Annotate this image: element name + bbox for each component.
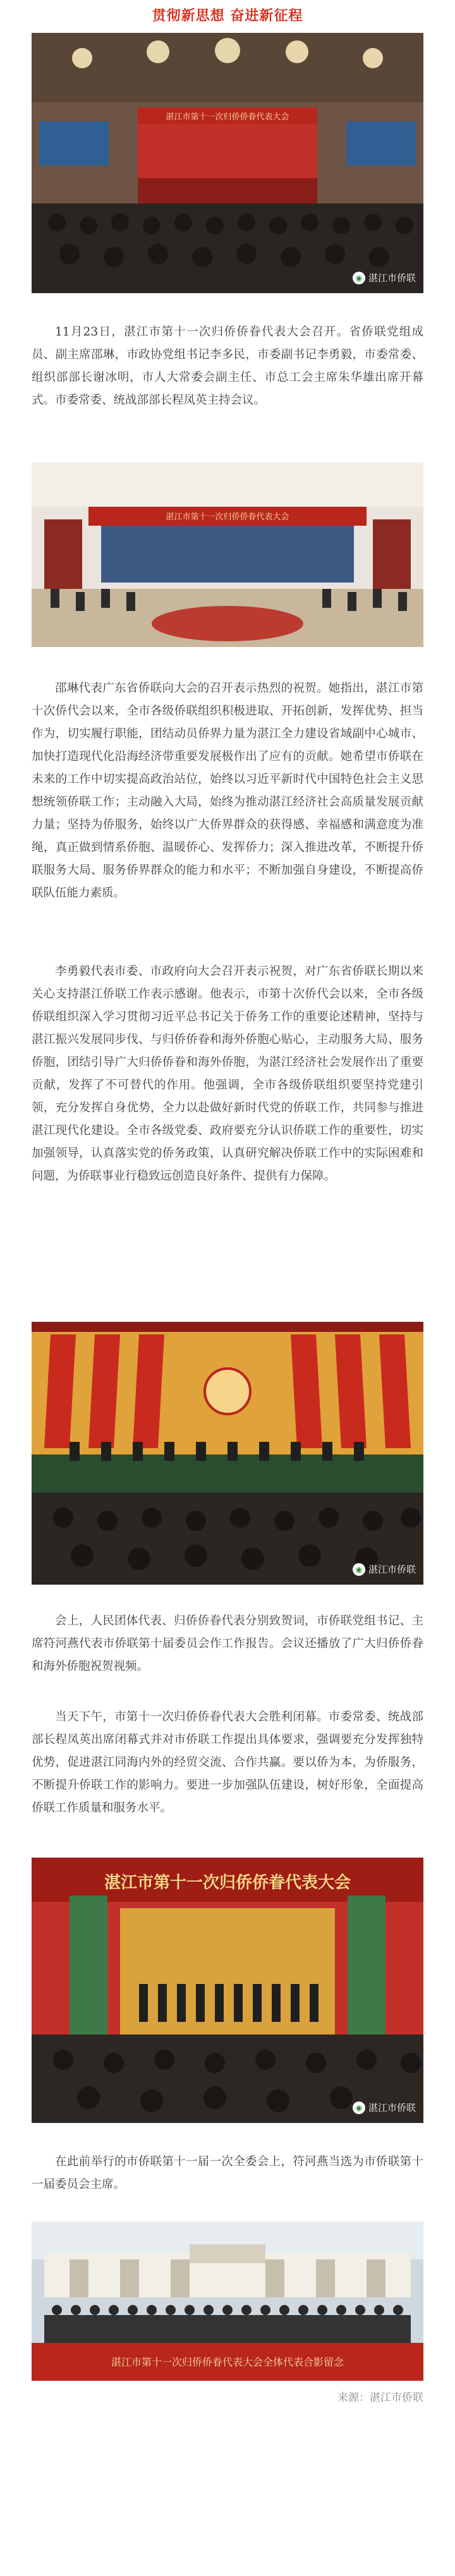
paragraph-2: 邵琳代表广东省侨联向大会的召开表示热烈的祝贺。她指出，湛江市第十次侨代会以来，全市各级侨联组织积极进取、开拓创新，发挥优势、担当作为，切实履行职能，团结动员侨界力量为湛江全力建设省域副中心城市、加快打造现代化沿海经济带重要发展极作出了应有的贡献。她希望市侨联在未来的工作中切实提高政治站位，始终以习近平新时代中国特色社会主义思想统领侨联工作；主动融入大局，始终为推动湛江经济社会高质量发展贡献力量；坚持为侨服务，始终以广大侨界群众的获得感、幸福感和满意度为准绳，真正做到情系侨胞、温暖侨心、发挥侨力；深入推进改革，不断提升侨联服务大局、服务侨界群众的能力和水平；不断加强自身建设，不断提高侨联队伍能力素质。: [32, 682, 423, 900]
photo-closing-ceremony: [32, 1858, 423, 2123]
watermark-label: 湛江市侨联: [368, 1564, 416, 1575]
banner-text: 湛江市第十一次归侨侨眷代表大会: [166, 512, 289, 522]
banner-text: 湛江市第十一次归侨侨眷代表大会: [166, 112, 289, 122]
paragraph-6: 在此前举行的市侨联第十一届一次全委会上，符河燕当选为市侨联第十一届委员会主席。: [32, 2155, 423, 2191]
wechat-icon: ◉: [353, 1563, 365, 1576]
watermark-label: 湛江市侨联: [368, 2102, 416, 2113]
watermark-label: 湛江市侨联: [368, 272, 416, 284]
watermark: [353, 2101, 416, 2114]
photo-presidium: [32, 1322, 423, 1585]
photo-group: [32, 2222, 423, 2381]
photo-conference-hall: [32, 33, 423, 293]
watermark: [353, 1563, 416, 1576]
banner-text: 湛江市第十一次归侨侨眷代表大会: [104, 1873, 351, 1892]
paragraph-1: 11月23日，湛江市第十一次归侨侨眷代表大会召开。省侨联党组成员、副主席邵琳，市政协党组书记李多民，市委副书记李勇毅，市委常委、组织部部长谢冰明，市人大常委会副主任、市总工会主席朱华雄出席开幕式。市委常委、统战部部长程凤英主持会议。: [32, 325, 423, 407]
wechat-icon: ◉: [353, 272, 365, 284]
paragraph-4: 会上，人民团体代表、归侨侨眷代表分别致贺词，市侨联党组书记、主席符河燕代表市侨联第十届委员会作工作报告。会议还播放了广大归侨侨眷和海外侨胞祝贺视频。: [32, 1614, 423, 1673]
paragraph-5: 当天下午，市第十一次归侨侨眷代表大会胜利闭幕。市委常委、统战部部长程凤英出席闭幕式并对市侨联工作提出具体要求，强调要充分发挥独特优势，促进湛江同海内外的经贸交流、合作共赢。要以侨为本，为侨服务，不断提升侨联工作的影响力。要进一步加强队伍建设，树好形象，全面提高侨联工作质量和服务水平。: [32, 1710, 423, 1815]
source-attribution: 来源：湛江市侨联: [337, 2392, 423, 2404]
paragraph-3: 李勇毅代表市委、市政府向大会召开表示祝贺，对广东省侨联长期以来关心支持湛江侨联工作表示感谢。他表示，市第十次侨代会以来，全市各级侨联组织深入学习贯彻习近平总书记关于侨务工作的重要论述精神，坚持与湛江振兴发展同步伐、与归侨侨眷和海外侨胞心贴心，主动服务大局、服务侨胞，团结引导广大归侨侨眷和海外侨胞，为湛江经济社会发展作出了重要贡献，发挥了不可替代的作用。他强调，全市各级侨联组织要坚持党建引领，充分发挥自身优势，全力以赴做好新时代党的侨联工作，共同参与推进湛江现代化建设。全市各级党委、政府要充分认识侨联工作的重要性，切实加强领导，认真落实党的侨务政策，认真研究解决侨联工作中的实际困难和问题，为侨联事业行稳致远创造良好条件、提供有力保障。: [32, 965, 423, 1183]
photo-stage-seating: [32, 463, 423, 647]
banner-text: 湛江市第十一次归侨侨眷代表大会全体代表合影留念: [111, 2356, 344, 2368]
watermark: [353, 271, 416, 284]
page-title: 贯彻新思想 奋进新征程: [152, 8, 303, 24]
wechat-icon: ◉: [353, 2101, 365, 2114]
